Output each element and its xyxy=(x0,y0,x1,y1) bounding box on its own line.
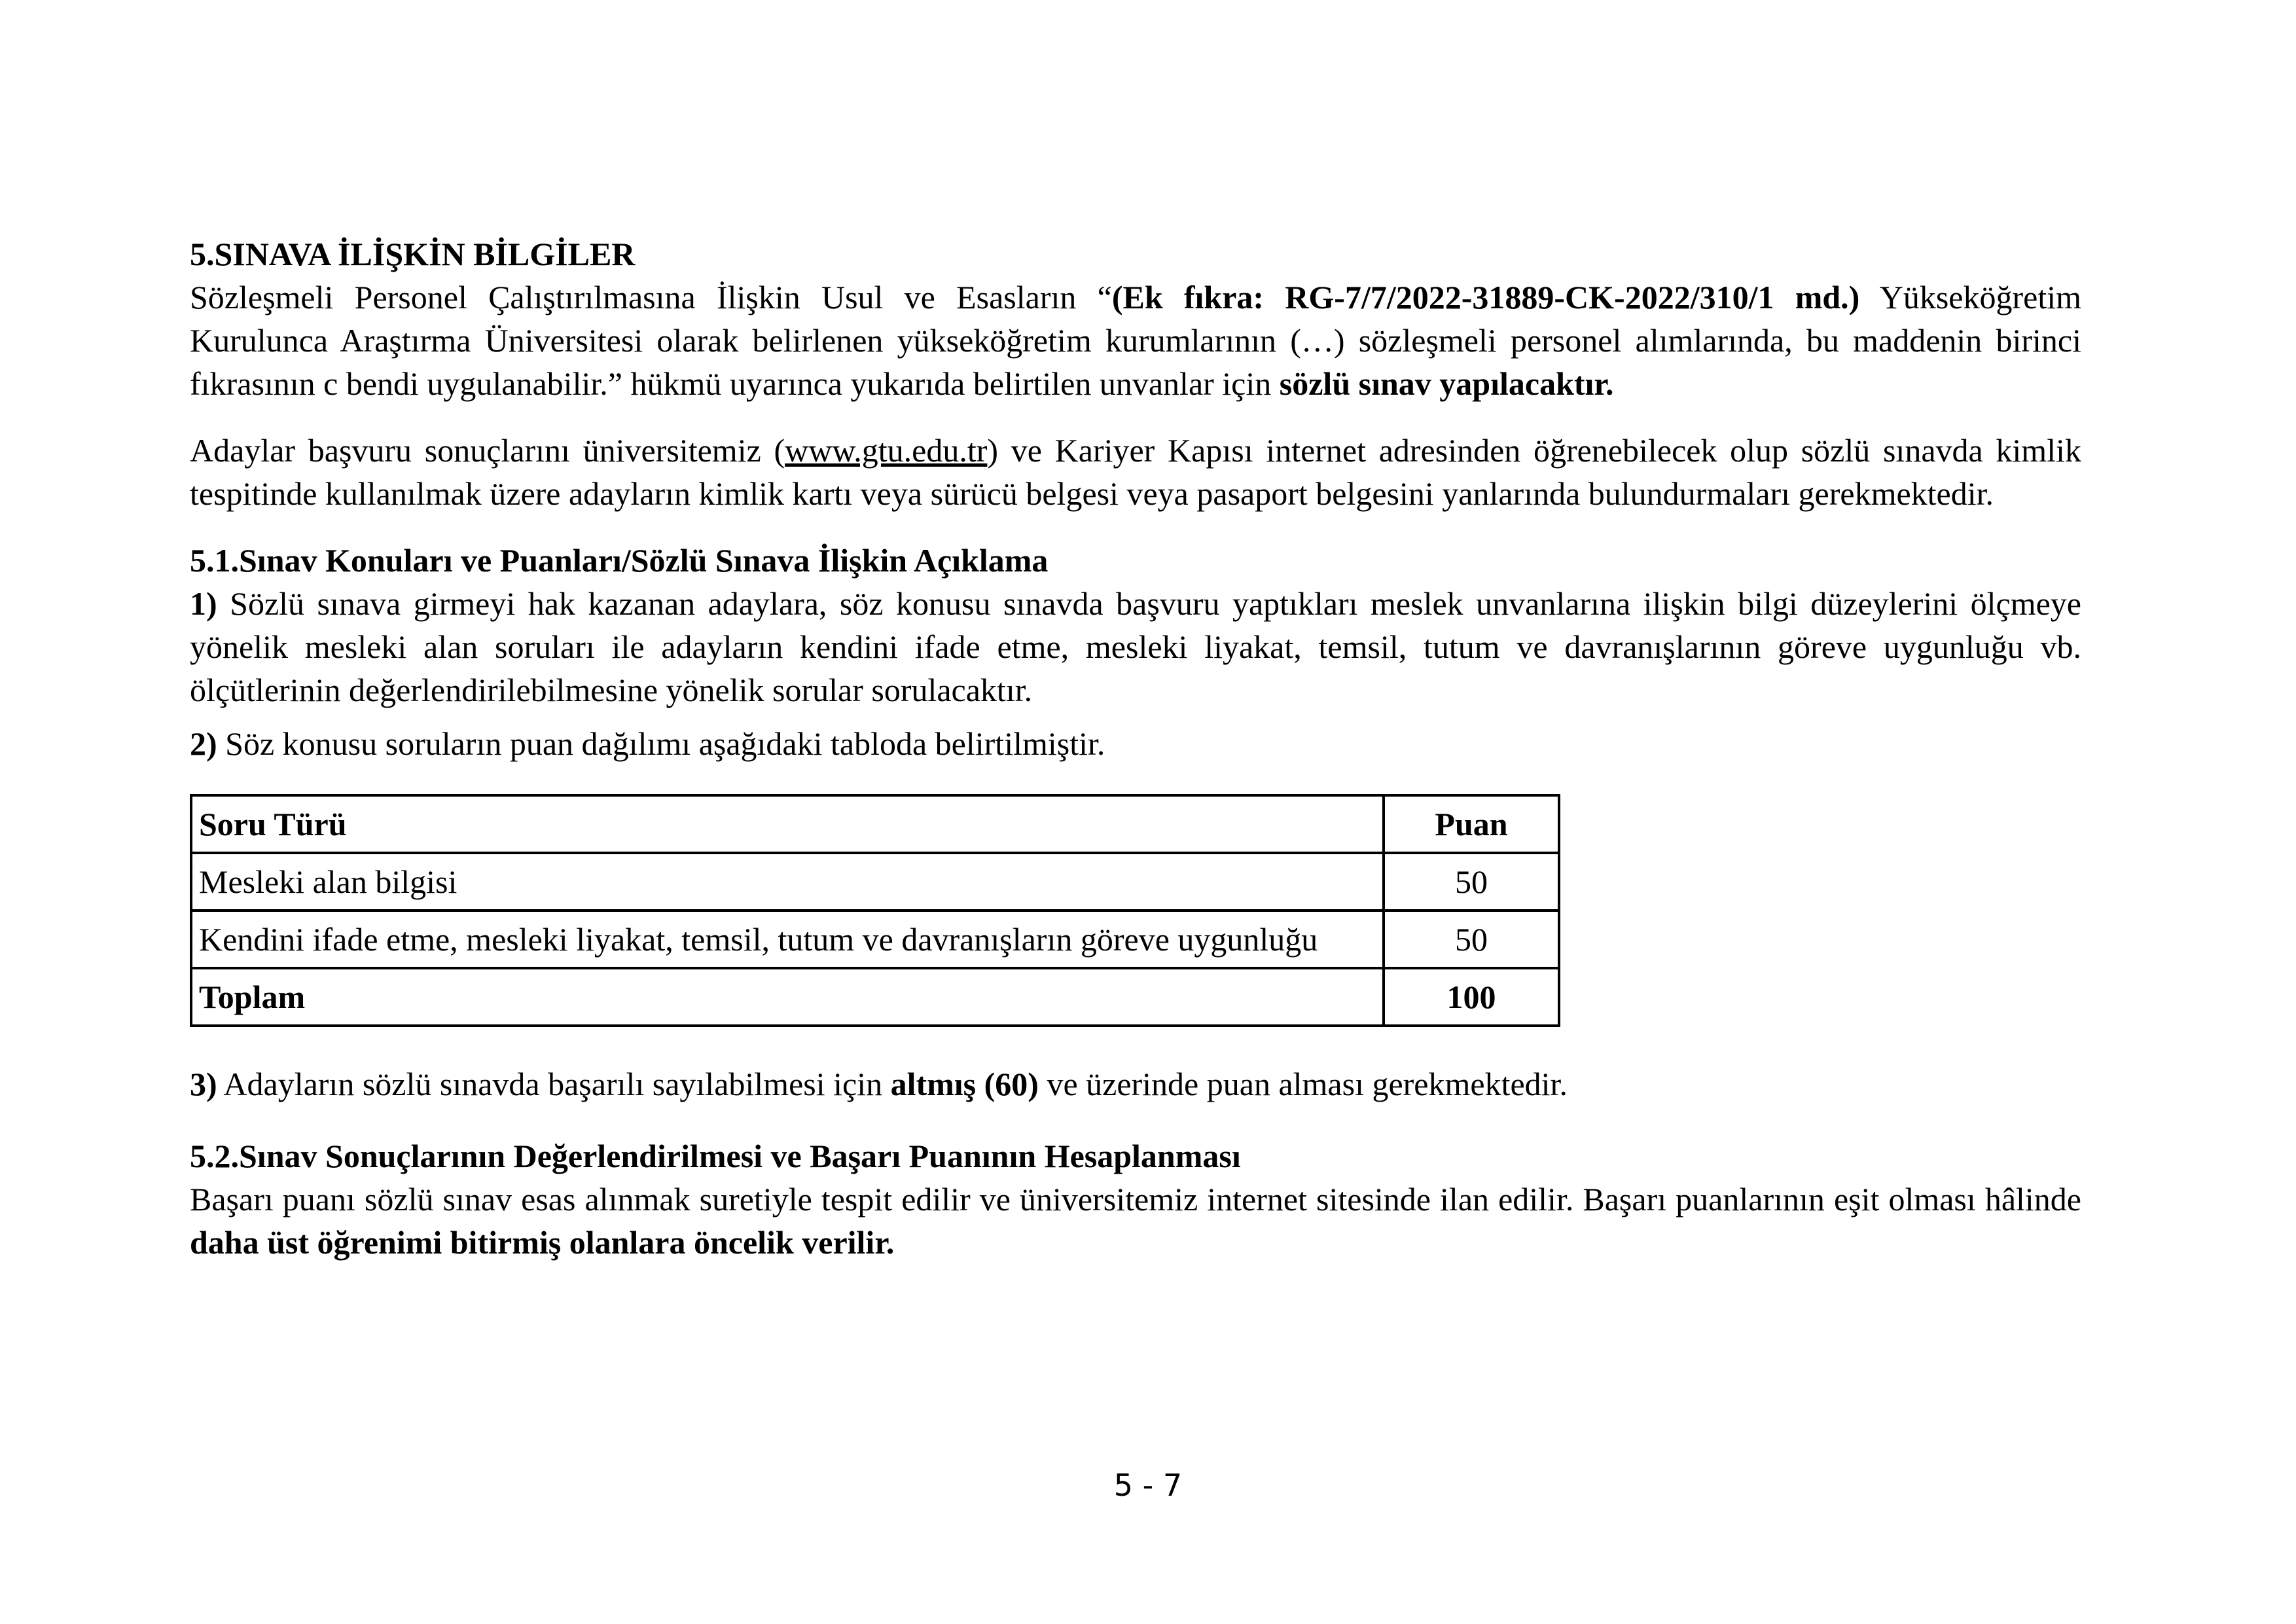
row-label-kendini-ifade-etme: Kendini ifade etme, mesleki liyakat, temsil, tutum ve davranışların göreve uygunluğu xyxy=(191,911,1384,968)
page-number: 5 - 7 xyxy=(1113,1468,1183,1503)
text-segment: Adayların sözlü sınavda başarılı sayılabilmesi için xyxy=(217,1066,891,1102)
paragraph-item-1 xyxy=(190,582,2081,712)
paragraph-application-results xyxy=(190,429,2081,515)
text-segment: Yükseköğretim Kurulunca Araştırma Üniversitesi olarak belirlenen yükseköğretim kurumlarının (…) sözleşmeli personel alımlarında, bu maddenin birinci fıkrasının c bendi uygulanabilir.” hükmü uyarınca yukarıda belirtilen unvanlar için xyxy=(190,279,2082,402)
score-table-header-row xyxy=(191,795,1559,853)
section-5-1-heading: 5.1.Sınav Konuları ve Puanları/Sözlü Sınava İlişkin Açıklama xyxy=(190,542,1049,579)
row-label-toplam: Toplam xyxy=(191,968,1384,1026)
section-5-2-heading: 5.2.Sınav Sonuçlarının Değerlendirilmesi ve Başarı Puanının Hesaplanması xyxy=(190,1138,1241,1174)
bold-text-segment: 1) xyxy=(190,585,217,622)
table-row xyxy=(191,911,1559,968)
table-row xyxy=(191,853,1559,911)
paragraph-success-score xyxy=(190,1178,2081,1264)
bold-text-segment: 2) xyxy=(190,725,217,762)
bold-text-segment: daha üst öğrenimi bitirmiş olanlara öncelik verilir. xyxy=(190,1224,895,1261)
gtu-website-link[interactable]: www.gtu.edu.tr xyxy=(785,432,988,469)
row-value-mesleki-alan-bilgisi: 50 xyxy=(1384,853,1559,911)
bold-text-segment: (Ek fıkra: RG-7/7/2022-31889-CK-2022/310/1 md.) xyxy=(1111,279,1860,316)
column-header-puan: Puan xyxy=(1384,795,1559,853)
row-value-toplam: 100 xyxy=(1384,968,1559,1026)
paragraph-item-3 xyxy=(190,1062,2081,1106)
text-segment: ve üzerinde puan alması gerekmektedir. xyxy=(1038,1066,1568,1102)
column-header-soru-turu: Soru Türü xyxy=(191,795,1384,853)
text-segment: ) ve Kariyer Kapısı internet adresinden öğrenebilecek olup sözlü sınavda kimlik tespitinde kullanılmak üzere adayların kimlik kartı veya sürücü belgesi veya pasaport belgesini yanlarında bulundurmaları gerekmektedir. xyxy=(190,432,2081,512)
section-5-heading: 5.SINAVA İLİŞKİN BİLGİLER xyxy=(190,236,636,272)
row-value-kendini-ifade-etme: 50 xyxy=(1384,911,1559,968)
bold-text-segment: altmış (60) xyxy=(890,1066,1039,1102)
text-segment: Söz konusu soruların puan dağılımı aşağıdaki tabloda belirtilmiştir. xyxy=(217,725,1105,762)
document-content xyxy=(190,0,2081,1264)
text-segment: Sözlü sınava girmeyi hak kazanan adaylara, söz konusu sınavda başvuru yaptıkları meslek unvanlarına ilişkin bilgi düzeylerini ölçmeye yönelik mesleki alan soruları ile adayların kendini ifade etme, mesleki liyakat, temsil, tutum ve davranışlarının göreve uygunluğu vb. ölçütlerinin değerlendirilebilmesine yönelik sorular sorulacaktır. xyxy=(190,585,2081,708)
paragraph-legal-basis xyxy=(190,276,2081,405)
row-label-mesleki-alan-bilgisi: Mesleki alan bilgisi xyxy=(191,853,1384,911)
table-row-total xyxy=(191,968,1559,1026)
bold-text-segment: sözlü sınav yapılacaktır. xyxy=(1279,365,1614,402)
text-segment: Başarı puanı sözlü sınav esas alınmak suretiyle tespit edilir ve üniversitemiz internet sitesinde ilan edilir. Başarı puanlarının eşit olması hâlinde xyxy=(190,1181,2081,1218)
bold-text-segment: 3) xyxy=(190,1066,217,1102)
text-segment: Adaylar başvuru sonuçlarını üniversitemiz ( xyxy=(190,432,785,469)
paragraph-item-2 xyxy=(190,722,2081,765)
text-segment: Sözleşmeli Personel Çalıştırılmasına İlişkin Usul ve Esasların “ xyxy=(190,279,1112,316)
score-table xyxy=(190,794,1560,1027)
